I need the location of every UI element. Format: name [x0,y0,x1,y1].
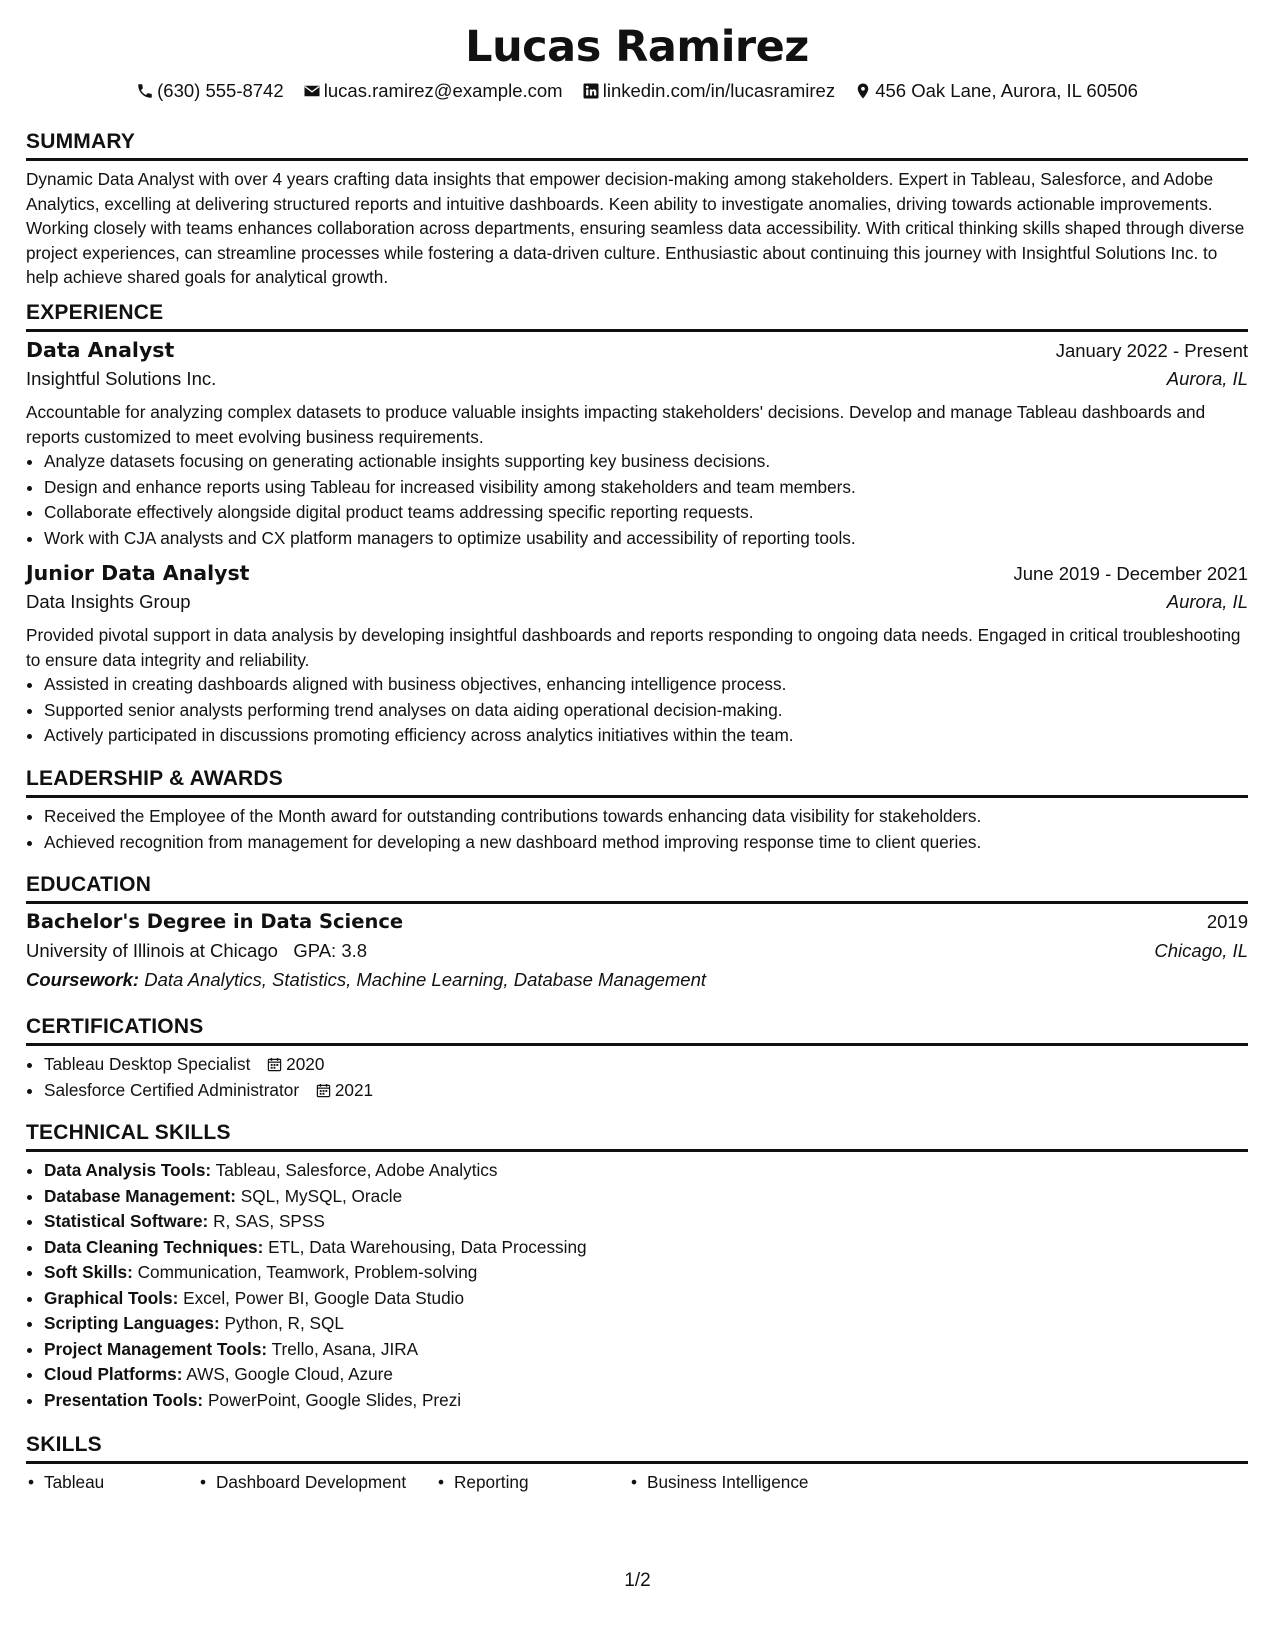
skill-label: Scripting Languages: [44,1313,220,1333]
job-entry [26,561,1248,749]
school-location: Chicago, IL [1154,940,1248,961]
certifications-section [26,1015,1248,1103]
coursework-text: Data Analytics, Statistics, Machine Learning, Database Management [144,969,707,990]
linkedin-icon [582,82,600,100]
summary-section [26,130,1248,290]
graduation-year: 2019 [1206,911,1248,932]
section-heading: EXPERIENCE [26,301,1248,332]
skill-label: Presentation Tools: [44,1389,204,1410]
contact-email[interactable] [303,80,563,102]
skill-label: Graphical Tools: [44,1287,179,1308]
job-company: Data Insights Group [26,591,191,612]
list-item: • Achieved recognition from management for developing a new dashboard method improving response time to client queries. [44,830,1248,856]
tech-skill-list [26,1158,1248,1413]
skill-item: • Reporting [436,1470,629,1495]
address-text: 456 Oak Lane, Aurora, IL 60506 [875,80,1138,101]
skill-value: SQL, MySQL, Oracle [240,1185,403,1206]
contact-address [854,80,1138,102]
calendar-icon [316,1083,331,1098]
list-item [44,1235,1248,1261]
email-text: lucas.ramirez@example.com [323,80,563,101]
section-heading: SUMMARY [26,130,1248,161]
skill-item: • Tableau [26,1470,198,1495]
summary-text: Dynamic Data Analyst with over 4 years crafting data insights that empower decision-making among stakeholders. Expert in Tableau, Salesforce, and Adobe Analytics, excelling at delivering structured reports and intuitive dashboards. Keen ability to investigate anomalies, driving towards actionable improvements. Working closely with teams enhances collaboration across departments, ensuring seamless data accessibility. With critical thinking skills shaped through diverse project experiences, can streamline processes while fostering a data-driven culture. Enthusiastic about continuing this journey with Insightful Solutions Inc. to help achieve shared goals for analytical growth. [26,169,1245,287]
linkedin-text: linkedin.com/in/lucasramirez [602,80,836,101]
skill-value: R, SAS, SPSS [213,1211,325,1231]
job-location: Aurora, IL [1166,591,1248,612]
leadership-section [26,767,1248,855]
cert-name: Tableau Desktop Specialist [44,1054,251,1074]
list-item [44,1078,1248,1104]
skill-value: Tableau, Salesforce, Adobe Analytics [215,1160,498,1180]
contact-linkedin[interactable] [582,80,835,102]
list-item [44,1337,1248,1363]
skill-label: Cloud Platforms: [44,1364,183,1384]
cert-year: 2021 [334,1079,374,1100]
job-title: Junior Data Analyst [26,561,250,585]
list-item: • Work with CJA analysts and CX platform managers to optimize usability and accessibility of reporting tools. [44,526,1248,552]
map-pin-icon [854,82,872,100]
list-item: • Collaborate effectively alongside digital product teams addressing specific reporting requests. [44,500,1248,526]
list-item: • Assisted in creating dashboards aligned with business objectives, enhancing intelligence process. [44,672,1248,698]
skill-value: Excel, Power BI, Google Data Studio [183,1287,464,1308]
phone-icon [136,82,154,100]
skill-label: Data Cleaning Techniques: [44,1236,264,1257]
skill-value: PowerPoint, Google Slides, Prezi [207,1389,462,1410]
coursework-label: Coursework: [26,969,140,990]
technical-skills-section [26,1121,1248,1413]
school-name: University of Illinois at Chicago [26,940,278,961]
experience-section [26,301,1248,749]
skill-value: Python, R, SQL [224,1313,344,1333]
skill-columns [26,1470,1248,1495]
skill-label: Data Analysis Tools: [44,1160,212,1180]
cert-year: 2020 [286,1054,325,1074]
coursework [26,969,1248,999]
skill-label: Soft Skills: [44,1262,133,1282]
list-item [44,1362,1248,1388]
contact-phone [136,80,284,102]
job-description: Provided pivotal support in data analysis by developing insightful dashboards and reports responding to ongoing data needs. Engaged in critical troubleshooting to ensure data integrity and reliability. [26,625,1241,670]
gpa: GPA: 3.8 [293,940,368,961]
skill-label: Project Management Tools: [44,1338,268,1359]
list-item [44,1184,1248,1210]
skill-value: ETL, Data Warehousing, Data Processing [268,1236,587,1257]
skill-value: AWS, Google Cloud, Azure [186,1364,393,1384]
list-item [44,1158,1248,1184]
list-item [44,1260,1248,1286]
job-entry [26,338,1248,551]
job-dates: January 2022 - Present [1055,340,1248,361]
list-item: • Actively participated in discussions promoting efficiency across analytics initiatives within the team. [44,723,1248,749]
section-heading: CERTIFICATIONS [26,1015,1248,1046]
candidate-name: Lucas Ramirez [465,22,809,72]
job-bullets [26,449,1248,551]
skills-section [26,1433,1248,1495]
skill-value: Communication, Teamwork, Problem-solving [137,1262,478,1282]
job-company: Insightful Solutions Inc. [26,368,217,389]
skill-item: • Dashboard Development [198,1470,436,1495]
award-bullets [26,804,1248,855]
list-item: • Analyze datasets focusing on generating actionable insights supporting key business decisions. [44,449,1248,475]
list-item [44,1388,1248,1414]
degree: Bachelor's Degree in Data Science [26,910,404,933]
list-item [44,1311,1248,1337]
section-heading: TECHNICAL SKILLS [26,1121,1248,1152]
skill-item: • Business Intelligence [629,1470,887,1495]
section-heading: LEADERSHIP & AWARDS [26,767,1248,798]
cert-name: Salesforce Certified Administrator [44,1079,300,1100]
list-item [44,1052,1248,1078]
phone-text: (630) 555-8742 [157,80,284,101]
job-dates: June 2019 - December 2021 [1013,563,1248,584]
page-number: 1/2 [624,1570,651,1591]
education-section [26,873,1248,999]
envelope-icon [303,82,321,100]
section-heading: EDUCATION [26,873,1248,904]
section-heading: SKILLS [26,1433,1248,1464]
contact-bar [26,80,1248,102]
job-location: Aurora, IL [1166,368,1248,389]
job-description: Accountable for analyzing complex datasets to produce valuable insights impacting stakeholders' decisions. Develop and manage Tableau dashboards and reports customized to meet evolving business requirements. [26,402,1206,447]
job-title: Data Analyst [26,338,175,362]
list-item: • Supported senior analysts performing trend analyses on data aiding operational decision-making. [44,698,1248,724]
list-item: • Received the Employee of the Month award for outstanding contributions towards enhancing data visibility for stakeholders. [44,804,1248,830]
list-item [44,1209,1248,1235]
cert-list [26,1052,1248,1103]
calendar-icon [267,1057,282,1072]
job-bullets [26,672,1248,749]
skill-label: Database Management: [44,1185,236,1206]
list-item: • Design and enhance reports using Tableau for increased visibility among stakeholders and team members. [44,475,1248,501]
list-item [44,1286,1248,1312]
skill-value: Trello, Asana, JIRA [271,1338,419,1359]
skill-label: Statistical Software: [44,1211,209,1231]
